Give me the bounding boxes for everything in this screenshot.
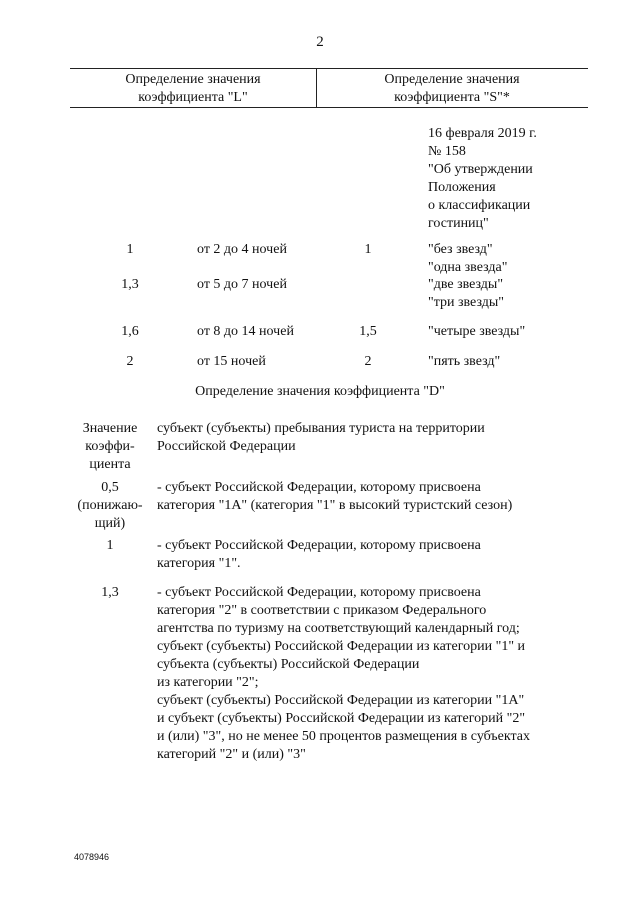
d-value: 1,3	[101, 585, 119, 600]
l-nights: от 8 до 14 ночей	[197, 324, 294, 339]
d-value: 1	[106, 538, 114, 553]
s-stars: "две звезды" "три звезды"	[428, 277, 504, 310]
s-stars: "пять звезд"	[428, 354, 501, 369]
section-title-coefficient-d: Определение значения коэффициента "D"	[195, 384, 445, 399]
header-coefficient-s: Определение значения коэффициента "S"*	[384, 72, 520, 105]
header-coefficient-l: Определение значения коэффициента "L"	[125, 72, 261, 105]
d-text: - субъект Российской Федерации, которому присвоена категория "1".	[157, 538, 481, 571]
d-text: - субъект Российской Федерации, которому присвоена категория "1А" (категория "1" в высокий туристский сезон)	[157, 480, 513, 513]
d-header-subject: субъект (субъекты) пребывания туриста на территории Российской Федерации	[157, 421, 485, 454]
s-value: 1,5	[359, 324, 377, 339]
l-value: 1,6	[121, 324, 139, 339]
d-value: 0,5 (понижаю- щий)	[77, 480, 143, 531]
s-value: 1	[364, 242, 372, 257]
s-stars: "без звезд" "одна звезда"	[428, 242, 508, 275]
l-nights: от 5 до 7 ночей	[197, 277, 287, 292]
d-text: - субъект Российской Федерации, которому присвоена категория "2" в соответствии с приказом Федерального агентства по туризму на соответствующий календарный год; субъект (субъекты) Российской Федерации из категории "1" и субъекта (субъекты) Российской Федерации из категории "2"; субъект (субъекты) Российской Федерации из категории "1А" и субъект (субъекты) Российской Федерации из категорий "2" и (или) "3", но не менее 50 процентов размещения в субъектах категорий "2" и (или) "3"	[157, 585, 530, 762]
s-stars: "четыре звезды"	[428, 324, 526, 339]
page-number: 2	[316, 34, 324, 50]
l-value: 1,3	[121, 277, 139, 292]
document-code: 4078946	[74, 852, 110, 862]
l-value: 1	[126, 242, 134, 257]
d-header-value: Значение коэффи- циента	[82, 421, 138, 472]
s-reference-text: 16 февраля 2019 г. № 158 "Об утверждении Положения о классификации гостиниц"	[428, 126, 537, 231]
l-nights: от 2 до 4 ночей	[197, 242, 287, 257]
table-header-rule	[70, 107, 588, 108]
l-nights: от 15 ночей	[197, 354, 266, 369]
s-value: 2	[364, 354, 372, 369]
table-top-rule	[70, 68, 588, 69]
l-value: 2	[126, 354, 134, 369]
